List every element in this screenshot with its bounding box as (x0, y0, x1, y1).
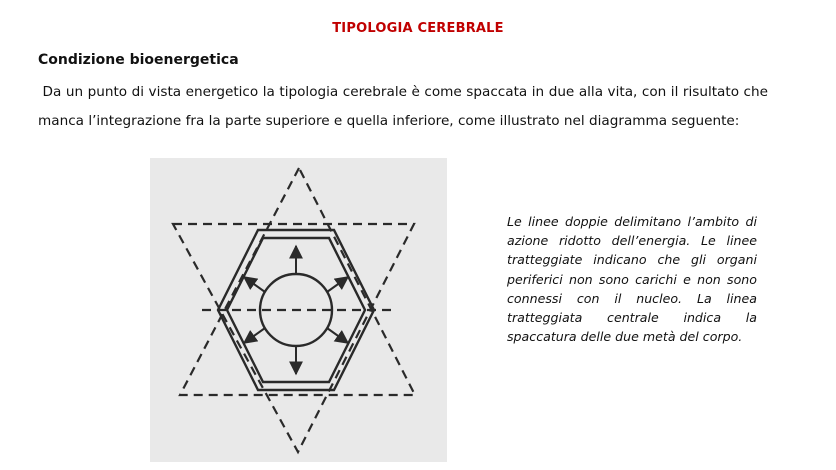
intro-paragraph-text: Da un punto di vista energetico la tipologia cerebrale è come spaccata in due alla vita, con il risultato che manca l’integrazione fra la parte superiore e quella inferiore, come illustrato nel diagramma seguente: (38, 84, 769, 129)
dashed-triangle-down (173, 224, 414, 452)
arrow-upper-right (327, 277, 348, 292)
bioenergetic-diagram (150, 158, 447, 462)
intro-paragraph (38, 78, 768, 136)
diagram-svg (150, 158, 447, 462)
section-title: Condizione bioenergetica (38, 52, 239, 68)
dashed-triangle-up (180, 168, 415, 395)
figure-caption: Le linee doppie delimitano l’ambito di azione ridotto dell’energia. Le linee tratteggiate indicano che gli organi periferici non sono carichi e non sono connessi con il nucleo. La linea tratteggiata centrale indica la spaccatura delle due metà del corpo. (507, 214, 757, 345)
arrow-upper-left (244, 277, 265, 292)
arrow-lower-left (244, 328, 265, 343)
page-title: TIPOLOGIA CEREBRALE (332, 21, 504, 36)
arrow-lower-right (327, 328, 348, 343)
